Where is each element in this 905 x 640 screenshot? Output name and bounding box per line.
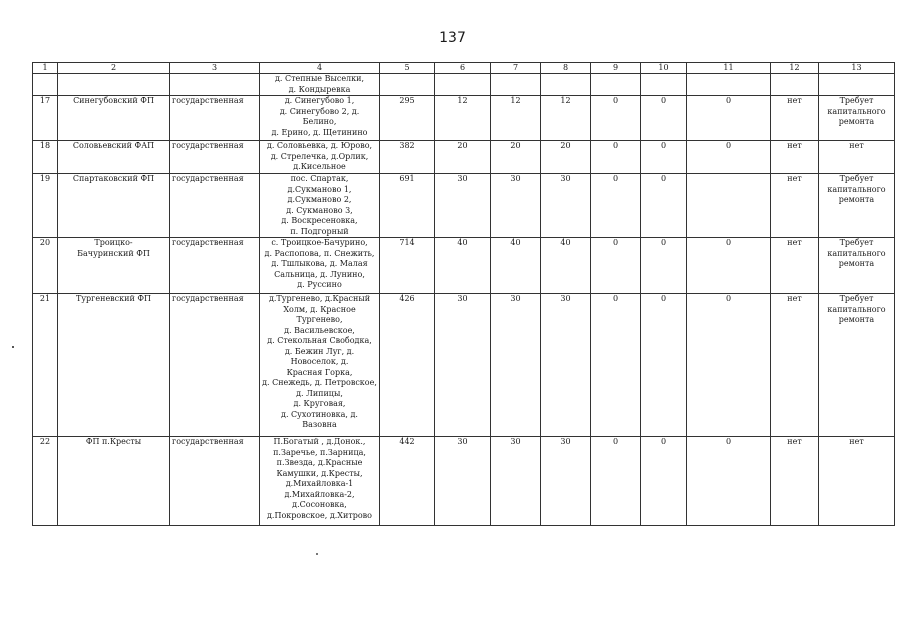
availability-cell: нет xyxy=(771,141,819,174)
cell xyxy=(541,74,591,96)
value-cell: 30 xyxy=(435,294,491,437)
cell xyxy=(58,74,170,96)
locality-cell: с. Троицкое-Бачурино, д. Распопова, п. Снежить, д. Тшлыкова, д. Малая Сальница, д. Лунино, д. Руссино xyxy=(260,238,380,294)
table-row xyxy=(33,96,895,141)
facility-name-cell: Синегубовский ФП xyxy=(58,96,170,141)
value-cell xyxy=(687,174,771,238)
table-row xyxy=(33,238,895,294)
value-cell: 12 xyxy=(435,96,491,141)
cell xyxy=(33,74,58,96)
availability-cell: нет xyxy=(771,96,819,141)
value-cell: 0 xyxy=(687,141,771,174)
column-number: 11 xyxy=(687,63,771,74)
value-cell: 0 xyxy=(591,294,641,437)
locality-cell: П.Богатый , д.Донок., п.Заречье, п.Зарница, п.Звезда, д.Красные Камушки, д.Кресты, д.Михайловка-1 д.Михайловка-2, д.Сосоновка, д.Покровское, д.Хитрово xyxy=(260,437,380,526)
ownership-form-cell: государственная xyxy=(170,141,260,174)
population-cell: 382 xyxy=(380,141,435,174)
column-number: 8 xyxy=(541,63,591,74)
value-cell: 30 xyxy=(541,174,591,238)
availability-cell: нет xyxy=(771,238,819,294)
column-number: 4 xyxy=(260,63,380,74)
column-number: 1 xyxy=(33,63,58,74)
value-cell: 20 xyxy=(541,141,591,174)
value-cell: 12 xyxy=(541,96,591,141)
value-cell: 30 xyxy=(541,437,591,526)
ownership-form-cell: государственная xyxy=(170,294,260,437)
value-cell: 20 xyxy=(491,141,541,174)
cell xyxy=(435,74,491,96)
column-number: 12 xyxy=(771,63,819,74)
table-row xyxy=(33,294,895,437)
locality-cell: д. Степные Выселки, д. Кондыревка xyxy=(260,74,380,96)
column-number: 13 xyxy=(819,63,895,74)
scan-speck xyxy=(316,553,318,555)
row-number-cell: 20 xyxy=(33,238,58,294)
cell xyxy=(170,74,260,96)
column-number: 10 xyxy=(641,63,687,74)
value-cell: 0 xyxy=(591,238,641,294)
condition-cell: нет xyxy=(819,141,895,174)
value-cell: 30 xyxy=(491,174,541,238)
value-cell: 30 xyxy=(435,174,491,238)
column-number: 3 xyxy=(170,63,260,74)
facility-name-cell: Соловьевский ФАП xyxy=(58,141,170,174)
facility-table xyxy=(32,62,895,526)
value-cell: 20 xyxy=(435,141,491,174)
value-cell: 30 xyxy=(491,437,541,526)
value-cell: 0 xyxy=(641,174,687,238)
row-number-cell: 21 xyxy=(33,294,58,437)
row-number-cell: 22 xyxy=(33,437,58,526)
value-cell: 30 xyxy=(435,437,491,526)
availability-cell: нет xyxy=(771,294,819,437)
locality-cell: пос. Спартак, д.Сукманово 1, д.Сукманово 2, д. Сукманово 3, д. Воскресеновка, п. Подгорный xyxy=(260,174,380,238)
condition-cell: Требует капитального ремонта xyxy=(819,238,895,294)
value-cell: 0 xyxy=(591,141,641,174)
row-number-cell: 18 xyxy=(33,141,58,174)
ownership-form-cell: государственная xyxy=(170,238,260,294)
condition-cell: Требует капитального ремонта xyxy=(819,294,895,437)
column-number: 9 xyxy=(591,63,641,74)
condition-cell: нет xyxy=(819,437,895,526)
value-cell: 0 xyxy=(641,437,687,526)
facility-name-cell: Спартаковский ФП xyxy=(58,174,170,238)
cell xyxy=(819,74,895,96)
condition-cell: Требует капитального ремонта xyxy=(819,96,895,141)
value-cell: 0 xyxy=(687,238,771,294)
ownership-form-cell: государственная xyxy=(170,174,260,238)
ownership-form-cell: государственная xyxy=(170,437,260,526)
cell xyxy=(641,74,687,96)
value-cell: 40 xyxy=(435,238,491,294)
population-cell: 442 xyxy=(380,437,435,526)
value-cell: 0 xyxy=(591,96,641,141)
value-cell: 30 xyxy=(541,294,591,437)
locality-cell: д. Соловьевка, д. Юрово, д. Стрелечка, д.Орлик, д.Кисельное xyxy=(260,141,380,174)
scan-speck xyxy=(12,346,14,348)
cell xyxy=(687,74,771,96)
cell xyxy=(771,74,819,96)
cell xyxy=(591,74,641,96)
column-number: 5 xyxy=(380,63,435,74)
value-cell: 0 xyxy=(687,96,771,141)
table-row xyxy=(33,437,895,526)
continuation-row xyxy=(33,74,895,96)
table-row xyxy=(33,141,895,174)
availability-cell: нет xyxy=(771,437,819,526)
value-cell: 0 xyxy=(591,174,641,238)
cell xyxy=(380,74,435,96)
row-number-cell: 17 xyxy=(33,96,58,141)
facility-name-cell: ФП п.Кресты xyxy=(58,437,170,526)
value-cell: 0 xyxy=(641,96,687,141)
column-number: 6 xyxy=(435,63,491,74)
value-cell: 0 xyxy=(641,294,687,437)
ownership-form-cell: государственная xyxy=(170,96,260,141)
availability-cell: нет xyxy=(771,174,819,238)
value-cell: 0 xyxy=(641,141,687,174)
population-cell: 691 xyxy=(380,174,435,238)
population-cell: 426 xyxy=(380,294,435,437)
value-cell: 30 xyxy=(491,294,541,437)
table-row xyxy=(33,174,895,238)
locality-cell: д.Тургенево, д.Красный Холм, д. Красное Тургенево, д. Васильевское, д. Стекольная Свободка, д. Бежин Луг, д. Новоселок, д. Красная Горка, д. Снежедь, д. Петровское, д. Липицы, д. Круговая, д. Сухотиновка, д. Вазовна xyxy=(260,294,380,437)
facility-name-cell: Тургеневский ФП xyxy=(58,294,170,437)
value-cell: 40 xyxy=(491,238,541,294)
value-cell: 0 xyxy=(591,437,641,526)
value-cell: 0 xyxy=(641,238,687,294)
population-cell: 295 xyxy=(380,96,435,141)
page-number: 137 xyxy=(439,30,466,46)
value-cell: 0 xyxy=(687,437,771,526)
value-cell: 0 xyxy=(687,294,771,437)
value-cell: 12 xyxy=(491,96,541,141)
row-number-cell: 19 xyxy=(33,174,58,238)
value-cell: 40 xyxy=(541,238,591,294)
cell xyxy=(491,74,541,96)
column-number: 7 xyxy=(491,63,541,74)
condition-cell: Требует капитального ремонта xyxy=(819,174,895,238)
column-number: 2 xyxy=(58,63,170,74)
locality-cell: д. Синегубово 1, д. Синегубово 2, д. Белино, д. Ерино, д. Щетинино xyxy=(260,96,380,141)
column-number-row xyxy=(33,63,895,74)
population-cell: 714 xyxy=(380,238,435,294)
facility-name-cell: Троицко- Бачуринский ФП xyxy=(58,238,170,294)
